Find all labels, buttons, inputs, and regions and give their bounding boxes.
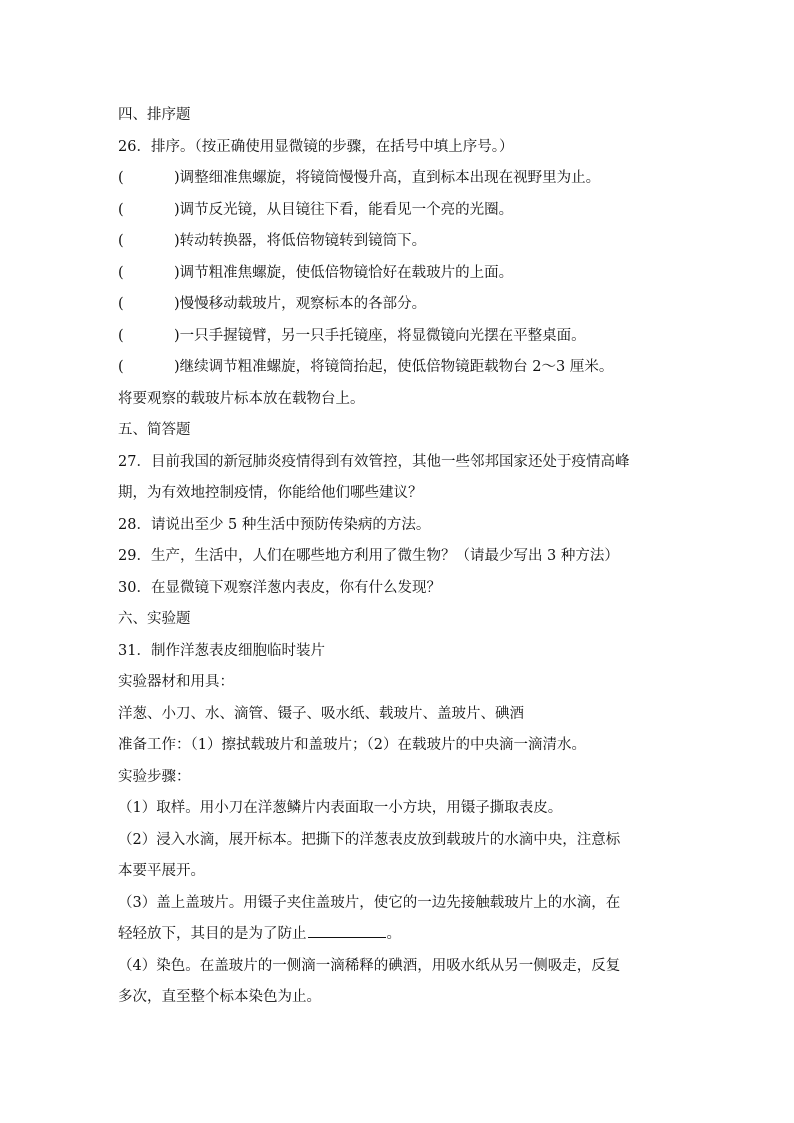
q26-item-text: )调整细准焦螺旋，将镜筒慢慢升高，直到标本出现在视野里为止。 (174, 170, 601, 186)
answer-bracket: ( (118, 296, 124, 312)
question-26-title: 26．排序。（按正确使用显微镜的步骤，在括号中填上序号。） (118, 138, 514, 155)
step-2-line-2: 本要平展开。 (118, 863, 205, 879)
answer-bracket: ( (118, 264, 124, 281)
question-28: 28．请说出至少 5 种生活中预防传染病的方法。 (118, 516, 431, 533)
answer-bracket: ( (118, 201, 124, 218)
q26-item-4 (118, 258, 678, 290)
answer-bracket: ( (118, 233, 124, 249)
question-29: 29．生产，生活中，人们在哪些地方利用了微生物？（请最少写出 3 种方法） (118, 548, 619, 564)
question-27-line-2: 期，为有效地控制疫情，你能给他们哪些建议？ (118, 485, 423, 501)
q26-item-6 (118, 321, 678, 353)
q26-item-text: )调节粗准焦螺旋，使低倍物镜恰好在载玻片的上面。 (174, 264, 514, 281)
q26-item-3 (118, 226, 678, 258)
question-31-title: 31．制作洋葱表皮细胞临时装片 (118, 642, 325, 659)
preparation: 准备工作：（1）擦拭载玻片和盖玻片；（2）在载玻片的中央滴一滴清水。 (118, 737, 586, 753)
q26-item-7 (118, 352, 678, 384)
answer-bracket: ( (118, 327, 124, 344)
question-27-line-1: 27．目前我国的新冠肺炎疫情得到有效管控，其他一些邻邦国家还处于疫情高峰 (118, 453, 630, 470)
q26-item-1 (118, 163, 678, 195)
step-3-period: 。 (386, 926, 401, 942)
step-2-line-1: （2）浸入水滴，展开标本。把撕下的洋葱表皮放到载玻片的水滴中央，注意标 (118, 831, 621, 848)
q26-item-text: )慢慢移动载玻片，观察标本的各部分。 (174, 296, 427, 312)
step-3-line-1: （3）盖上盖玻片。用镊子夹住盖玻片，使它的一边先接触载玻片上的水滴，在 (118, 894, 621, 911)
materials-label: 实验器材和用具： (118, 674, 234, 690)
q26-item-text: )转动转换器，将低倍物镜转到镜筒下。 (174, 233, 427, 249)
step-4-line-1: （4）染色。在盖玻片的一侧滴一滴稀释的碘酒，用吸水纸从另一侧吸走，反复 (118, 957, 621, 974)
q26-tail: 将要观察的载玻片标本放在载物台上。 (118, 390, 365, 407)
document-content (118, 100, 678, 1014)
step-1: （1）取样。用小刀在洋葱鳞片内表面取一小方块，用镊子撕取表皮。 (118, 800, 563, 816)
answer-bracket: ( (118, 170, 124, 186)
step-3-text: 轻轻放下，其目的是为了防止 (118, 926, 307, 942)
q26-item-2 (118, 195, 678, 227)
section-title-sorting: 四、排序题 (118, 107, 191, 123)
steps-label: 实验步骤： (118, 768, 191, 785)
fill-in-blank[interactable] (308, 919, 386, 938)
step-3-line-2 (118, 919, 678, 951)
q26-item-5 (118, 289, 678, 321)
section-title-short-answer: 五、简答题 (118, 422, 191, 438)
step-4-line-2: 多次，直至整个标本染色为止。 (118, 989, 321, 1005)
section-title-experiment: 六、实验题 (118, 611, 191, 627)
q26-item-text: )一只手握镜臂，另一只手托镜座，将显微镜向光摆在平整桌面。 (174, 327, 586, 344)
question-30: 30．在显微镜下观察洋葱内表皮，你有什么发现？ (118, 579, 441, 596)
answer-bracket: ( (118, 359, 124, 375)
materials-list: 洋葱、小刀、水、滴管、镊子、吸水纸、载玻片、盖玻片、碘酒 (118, 705, 524, 722)
q26-item-text: )调节反光镜，从目镜往下看，能看见一个亮的光圈。 (174, 201, 514, 218)
q26-item-text: )继续调节粗准螺旋，将镜筒抬起，使低倍物镜距载物台 2～3 厘米。 (174, 359, 614, 375)
